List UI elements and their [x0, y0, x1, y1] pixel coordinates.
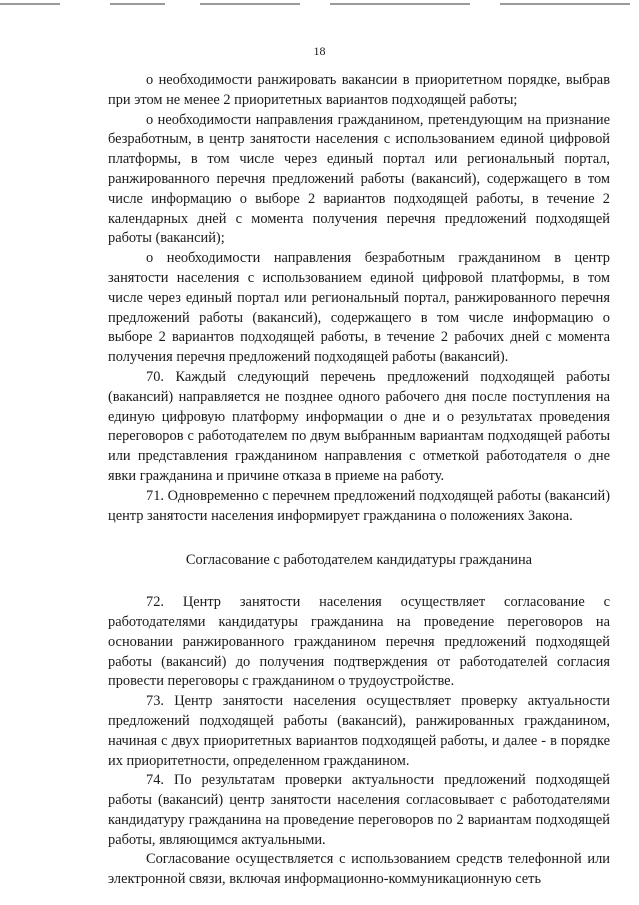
- paragraph: о необходимости направления гражданином, претендующим на признание безработным, в центр занятости населения с использованием единой цифровой платформы, в том числе через единый портал или региональный портал, ранжированного перечня предложений работы (вакансий), содержащего в том числе информацию о выборе 2 вариантов подходящей работы, в течение 2 календарных дней с момента получения перечня предложений подходящей работы (вакансий);: [108, 111, 610, 247]
- paragraph: 74. По результатам проверки актуальности предложений подходящей работы (вакансий) центр занятости населения согласовывает с работодателями кандидатуру гражданина на проведение переговоров по 2 вариантам подходящей работы, являющимся актуальными.: [108, 772, 610, 848]
- page-number: 18: [313, 44, 326, 58]
- document-body: [108, 71, 610, 890]
- scan-edge-artifact: [0, 3, 639, 7]
- paragraph: 72. Центр занятости населения осуществляет согласование с работодателями кандидатуры гражданина на проведение переговоров на основании ранжированного гражданином перечня предложений подходящей работы (вакансий) до получения подтверждения от работодателей согласия провести переговоры с гражданином о трудоустройстве.: [108, 594, 610, 690]
- paragraph: Согласование осуществляется с использованием средств телефонной или электронной связи, включая информационно-коммуникационную сеть: [108, 851, 610, 888]
- paragraph: о необходимости направления безработным гражданином в центр занятости населения с использованием единой цифровой платформы, в том числе через единый портал или региональный портал, ранжированного перечня предложений работы (вакансий), содержащего в том числе информацию о выборе 2 вариантов подходящей работы, в течение 2 рабочих дней с момента получения перечня предложений подходящей работы (вакансий).: [108, 250, 610, 366]
- paragraph: 71. Одновременно с перечнем предложений подходящей работы (вакансий) центр занятости населения информирует гражданина о положениях Закона.: [108, 487, 610, 524]
- section-heading: Согласование с работодателем кандидатуры гражданина: [185, 552, 533, 569]
- paragraph: 73. Центр занятости населения осуществляет проверку актуальности предложений подходящей работы (вакансий), ранжированных гражданином, начиная с двух приоритетных вариантов подходящей работы, и далее - в порядке их приоритетности, определенном гражданином.: [108, 693, 610, 769]
- paragraph: о необходимости ранжировать вакансии в приоритетном порядке, выбрав при этом не менее 2 приоритетных вариантов подходящей работы;: [108, 72, 610, 108]
- paragraph: 70. Каждый следующий перечень предложений подходящей работы (вакансий) направляется не позднее одного рабочего дня после поступления на единую цифровую платформу информации о дне и о результатах проведения переговоров с работодателем по двум выбранным вариантам подходящей работы или представления гражданином направления с отметкой работодателя о дне явки гражданина и причине отказа в приеме на работу.: [108, 368, 610, 484]
